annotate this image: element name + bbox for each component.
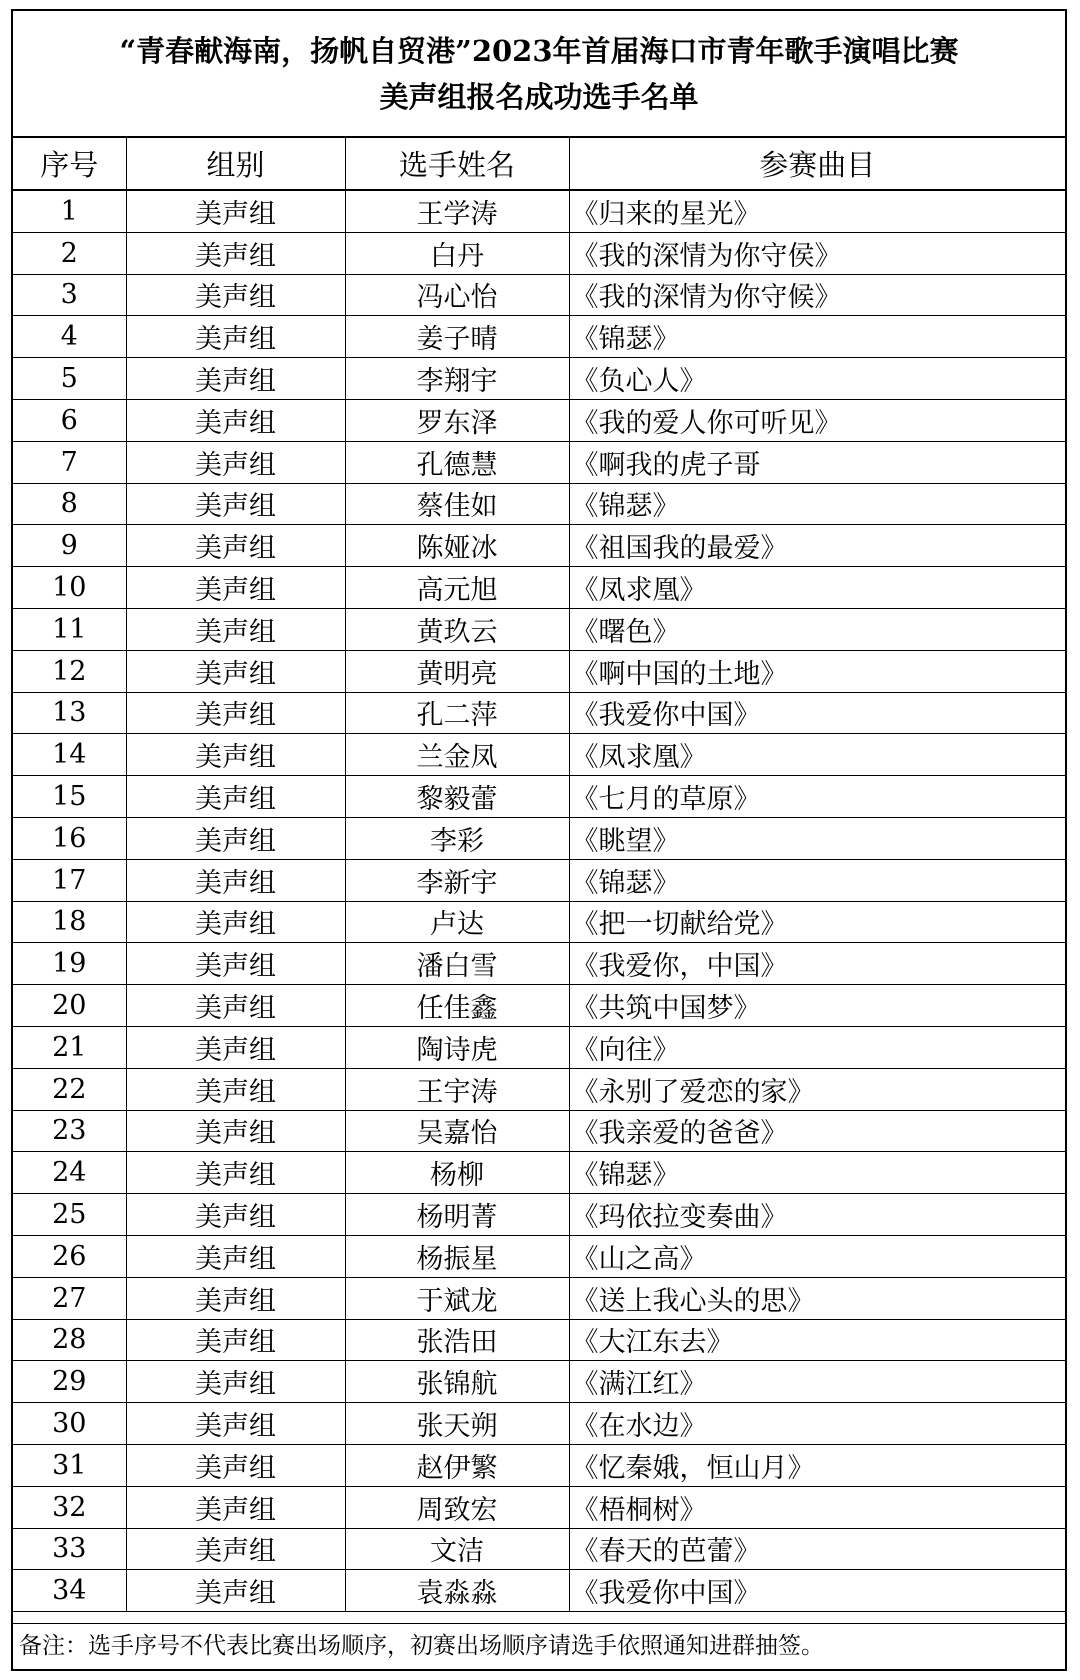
- row-name: 潘白雪: [345, 943, 569, 985]
- row-name: 冯心怡: [345, 274, 569, 316]
- table-row: [13, 483, 1065, 525]
- row-group: 美声组: [126, 525, 345, 567]
- row-number: 18: [13, 901, 126, 943]
- row-group: 美声组: [126, 692, 345, 734]
- row-song: 《我爱你中国》: [569, 692, 1065, 734]
- row-group: 美声组: [126, 1110, 345, 1152]
- row-song: 《负心人》: [569, 358, 1065, 400]
- row-song: 《我亲爱的爸爸》: [569, 1110, 1065, 1152]
- row-number: 31: [13, 1444, 126, 1486]
- row-group: 美声组: [126, 943, 345, 985]
- row-group: 美声组: [126, 650, 345, 692]
- row-song: 《满江红》: [569, 1361, 1065, 1403]
- table-row: [13, 1528, 1065, 1570]
- row-number: 10: [13, 567, 126, 609]
- row-name: 李新宇: [345, 859, 569, 901]
- row-song: 《我的爱人你可听见》: [569, 399, 1065, 441]
- row-song: 《春天的芭蕾》: [569, 1528, 1065, 1570]
- row-group: 美声组: [126, 1194, 345, 1236]
- title-line-1: “青春献海南，扬帆自贸港”2023年首届海口市青年歌手演唱比赛: [119, 34, 959, 68]
- row-group: 美声组: [126, 1361, 345, 1403]
- row-name: 杨明菁: [345, 1194, 569, 1236]
- table-row: [13, 190, 1065, 232]
- row-number: 33: [13, 1528, 126, 1570]
- row-name: 文洁: [345, 1528, 569, 1570]
- row-name: 杨振星: [345, 1235, 569, 1277]
- row-number: 23: [13, 1110, 126, 1152]
- row-song: 《永别了爱恋的家》: [569, 1068, 1065, 1110]
- row-song: 《我的深情为你守候》: [569, 274, 1065, 316]
- row-song: 《大江东去》: [569, 1319, 1065, 1361]
- row-group: 美声组: [126, 1319, 345, 1361]
- table-row: [13, 1319, 1065, 1361]
- row-name: 杨柳: [345, 1152, 569, 1194]
- row-group: 美声组: [126, 232, 345, 274]
- row-song: 《锦瑟》: [569, 483, 1065, 525]
- row-number: 8: [13, 483, 126, 525]
- row-name: 陶诗虎: [345, 1026, 569, 1068]
- table-row: [13, 358, 1065, 400]
- row-song: 《啊我的虎子哥: [569, 441, 1065, 483]
- row-name: 张浩田: [345, 1319, 569, 1361]
- row-song: 《七月的草原》: [569, 776, 1065, 818]
- row-group: 美声组: [126, 608, 345, 650]
- table-row: [13, 399, 1065, 441]
- row-number: 3: [13, 274, 126, 316]
- row-group: 美声组: [126, 1026, 345, 1068]
- row-song: 《我的深情为你守侯》: [569, 232, 1065, 274]
- document-sheet: [11, 9, 1067, 1671]
- table-row: [13, 1026, 1065, 1068]
- contestant-table: [13, 138, 1065, 1612]
- row-group: 美声组: [126, 1068, 345, 1110]
- row-name: 周致宏: [345, 1486, 569, 1528]
- row-name: 黄玖云: [345, 608, 569, 650]
- row-name: 蔡佳如: [345, 483, 569, 525]
- row-song: 《曙色》: [569, 608, 1065, 650]
- row-group: 美声组: [126, 901, 345, 943]
- header-name: 选手姓名: [345, 138, 569, 190]
- table-row: [13, 1068, 1065, 1110]
- row-number: 1: [13, 190, 126, 232]
- row-song: 《玛依拉变奏曲》: [569, 1194, 1065, 1236]
- row-number: 6: [13, 399, 126, 441]
- row-name: 卢达: [345, 901, 569, 943]
- table-row: [13, 650, 1065, 692]
- row-group: 美声组: [126, 859, 345, 901]
- table-row: [13, 441, 1065, 483]
- row-number: 9: [13, 525, 126, 567]
- row-name: 张天朔: [345, 1403, 569, 1445]
- row-name: 孔德慧: [345, 441, 569, 483]
- document-title: [13, 11, 1065, 138]
- table-row: [13, 859, 1065, 901]
- row-group: 美声组: [126, 1444, 345, 1486]
- row-song: 《眺望》: [569, 817, 1065, 859]
- row-group: 美声组: [126, 1152, 345, 1194]
- table-row: [13, 901, 1065, 943]
- row-name: 王学涛: [345, 190, 569, 232]
- row-song: 《啊中国的土地》: [569, 650, 1065, 692]
- row-name: 兰金凤: [345, 734, 569, 776]
- row-song: 《忆秦娥，恒山月》: [569, 1444, 1065, 1486]
- row-number: 16: [13, 817, 126, 859]
- row-number: 22: [13, 1068, 126, 1110]
- row-number: 21: [13, 1026, 126, 1068]
- row-number: 30: [13, 1403, 126, 1445]
- row-song: 《共筑中国梦》: [569, 985, 1065, 1027]
- header-number: 序号: [13, 138, 126, 190]
- row-number: 24: [13, 1152, 126, 1194]
- row-group: 美声组: [126, 1528, 345, 1570]
- row-group: 美声组: [126, 358, 345, 400]
- row-number: 2: [13, 232, 126, 274]
- table-row: [13, 776, 1065, 818]
- row-name: 李翔宇: [345, 358, 569, 400]
- row-song: 《在水边》: [569, 1403, 1065, 1445]
- row-number: 26: [13, 1235, 126, 1277]
- row-name: 罗东泽: [345, 399, 569, 441]
- row-number: 11: [13, 608, 126, 650]
- row-number: 20: [13, 985, 126, 1027]
- row-number: 13: [13, 692, 126, 734]
- row-name: 姜子晴: [345, 316, 569, 358]
- row-number: 4: [13, 316, 126, 358]
- row-group: 美声组: [126, 567, 345, 609]
- row-group: 美声组: [126, 274, 345, 316]
- row-group: 美声组: [126, 316, 345, 358]
- table-row: [13, 1570, 1065, 1612]
- row-group: 美声组: [126, 985, 345, 1027]
- row-name: 黎毅蕾: [345, 776, 569, 818]
- table-row: [13, 1277, 1065, 1319]
- table-row: [13, 1361, 1065, 1403]
- row-number: 27: [13, 1277, 126, 1319]
- row-name: 黄明亮: [345, 650, 569, 692]
- title-line-2: 美声组报名成功选手名单: [379, 80, 699, 114]
- row-song: 《我爱你中国》: [569, 1570, 1065, 1612]
- table-row: [13, 232, 1065, 274]
- row-song: 《锦瑟》: [569, 1152, 1065, 1194]
- row-number: 19: [13, 943, 126, 985]
- table-row: [13, 1110, 1065, 1152]
- row-group: 美声组: [126, 776, 345, 818]
- row-number: 29: [13, 1361, 126, 1403]
- row-song: 《把一切献给党》: [569, 901, 1065, 943]
- row-song: 《祖国我的最爱》: [569, 525, 1065, 567]
- row-number: 28: [13, 1319, 126, 1361]
- row-song: 《归来的星光》: [569, 190, 1065, 232]
- row-song: 《送上我心头的思》: [569, 1277, 1065, 1319]
- row-name: 于斌龙: [345, 1277, 569, 1319]
- row-number: 17: [13, 859, 126, 901]
- row-number: 7: [13, 441, 126, 483]
- row-group: 美声组: [126, 399, 345, 441]
- row-name: 袁淼淼: [345, 1570, 569, 1612]
- table-row: [13, 943, 1065, 985]
- row-song: 《山之高》: [569, 1235, 1065, 1277]
- table-row: [13, 567, 1065, 609]
- row-name: 王宇涛: [345, 1068, 569, 1110]
- row-group: 美声组: [126, 734, 345, 776]
- table-row: [13, 1403, 1065, 1445]
- header-song: 参赛曲目: [569, 138, 1065, 190]
- table-row: [13, 985, 1065, 1027]
- row-name: 赵伊繁: [345, 1444, 569, 1486]
- header-group: 组别: [126, 138, 345, 190]
- row-group: 美声组: [126, 1277, 345, 1319]
- row-name: 白丹: [345, 232, 569, 274]
- row-name: 李彩: [345, 817, 569, 859]
- row-number: 15: [13, 776, 126, 818]
- row-name: 吴嘉怡: [345, 1110, 569, 1152]
- row-song: 《凤求凰》: [569, 734, 1065, 776]
- row-group: 美声组: [126, 441, 345, 483]
- row-name: 张锦航: [345, 1361, 569, 1403]
- row-group: 美声组: [126, 1486, 345, 1528]
- table-row: [13, 316, 1065, 358]
- row-number: 25: [13, 1194, 126, 1236]
- table-row: [13, 525, 1065, 567]
- footnote: 备注：选手序号不代表比赛出场顺序，初赛出场顺序请选手依照通知进群抽签。: [13, 1623, 1065, 1669]
- row-song: 《锦瑟》: [569, 859, 1065, 901]
- table-row: [13, 1152, 1065, 1194]
- table-row: [13, 1194, 1065, 1236]
- row-group: 美声组: [126, 483, 345, 525]
- row-group: 美声组: [126, 1570, 345, 1612]
- table-row: [13, 817, 1065, 859]
- row-group: 美声组: [126, 1403, 345, 1445]
- row-song: 《锦瑟》: [569, 316, 1065, 358]
- table-row: [13, 274, 1065, 316]
- row-name: 任佳鑫: [345, 985, 569, 1027]
- table-row: [13, 692, 1065, 734]
- row-song: 《凤求凰》: [569, 567, 1065, 609]
- row-group: 美声组: [126, 190, 345, 232]
- table-row: [13, 1444, 1065, 1486]
- row-song: 《梧桐树》: [569, 1486, 1065, 1528]
- table-row: [13, 608, 1065, 650]
- row-song: 《向往》: [569, 1026, 1065, 1068]
- row-group: 美声组: [126, 1235, 345, 1277]
- row-name: 高元旭: [345, 567, 569, 609]
- row-name: 陈娅冰: [345, 525, 569, 567]
- row-number: 32: [13, 1486, 126, 1528]
- row-song: 《我爱你，中国》: [569, 943, 1065, 985]
- table-row: [13, 734, 1065, 776]
- table-row: [13, 1486, 1065, 1528]
- table-row: [13, 1235, 1065, 1277]
- row-number: 34: [13, 1570, 126, 1612]
- row-number: 14: [13, 734, 126, 776]
- row-name: 孔二萍: [345, 692, 569, 734]
- row-group: 美声组: [126, 817, 345, 859]
- table-header-row: [13, 138, 1065, 190]
- row-number: 12: [13, 650, 126, 692]
- row-number: 5: [13, 358, 126, 400]
